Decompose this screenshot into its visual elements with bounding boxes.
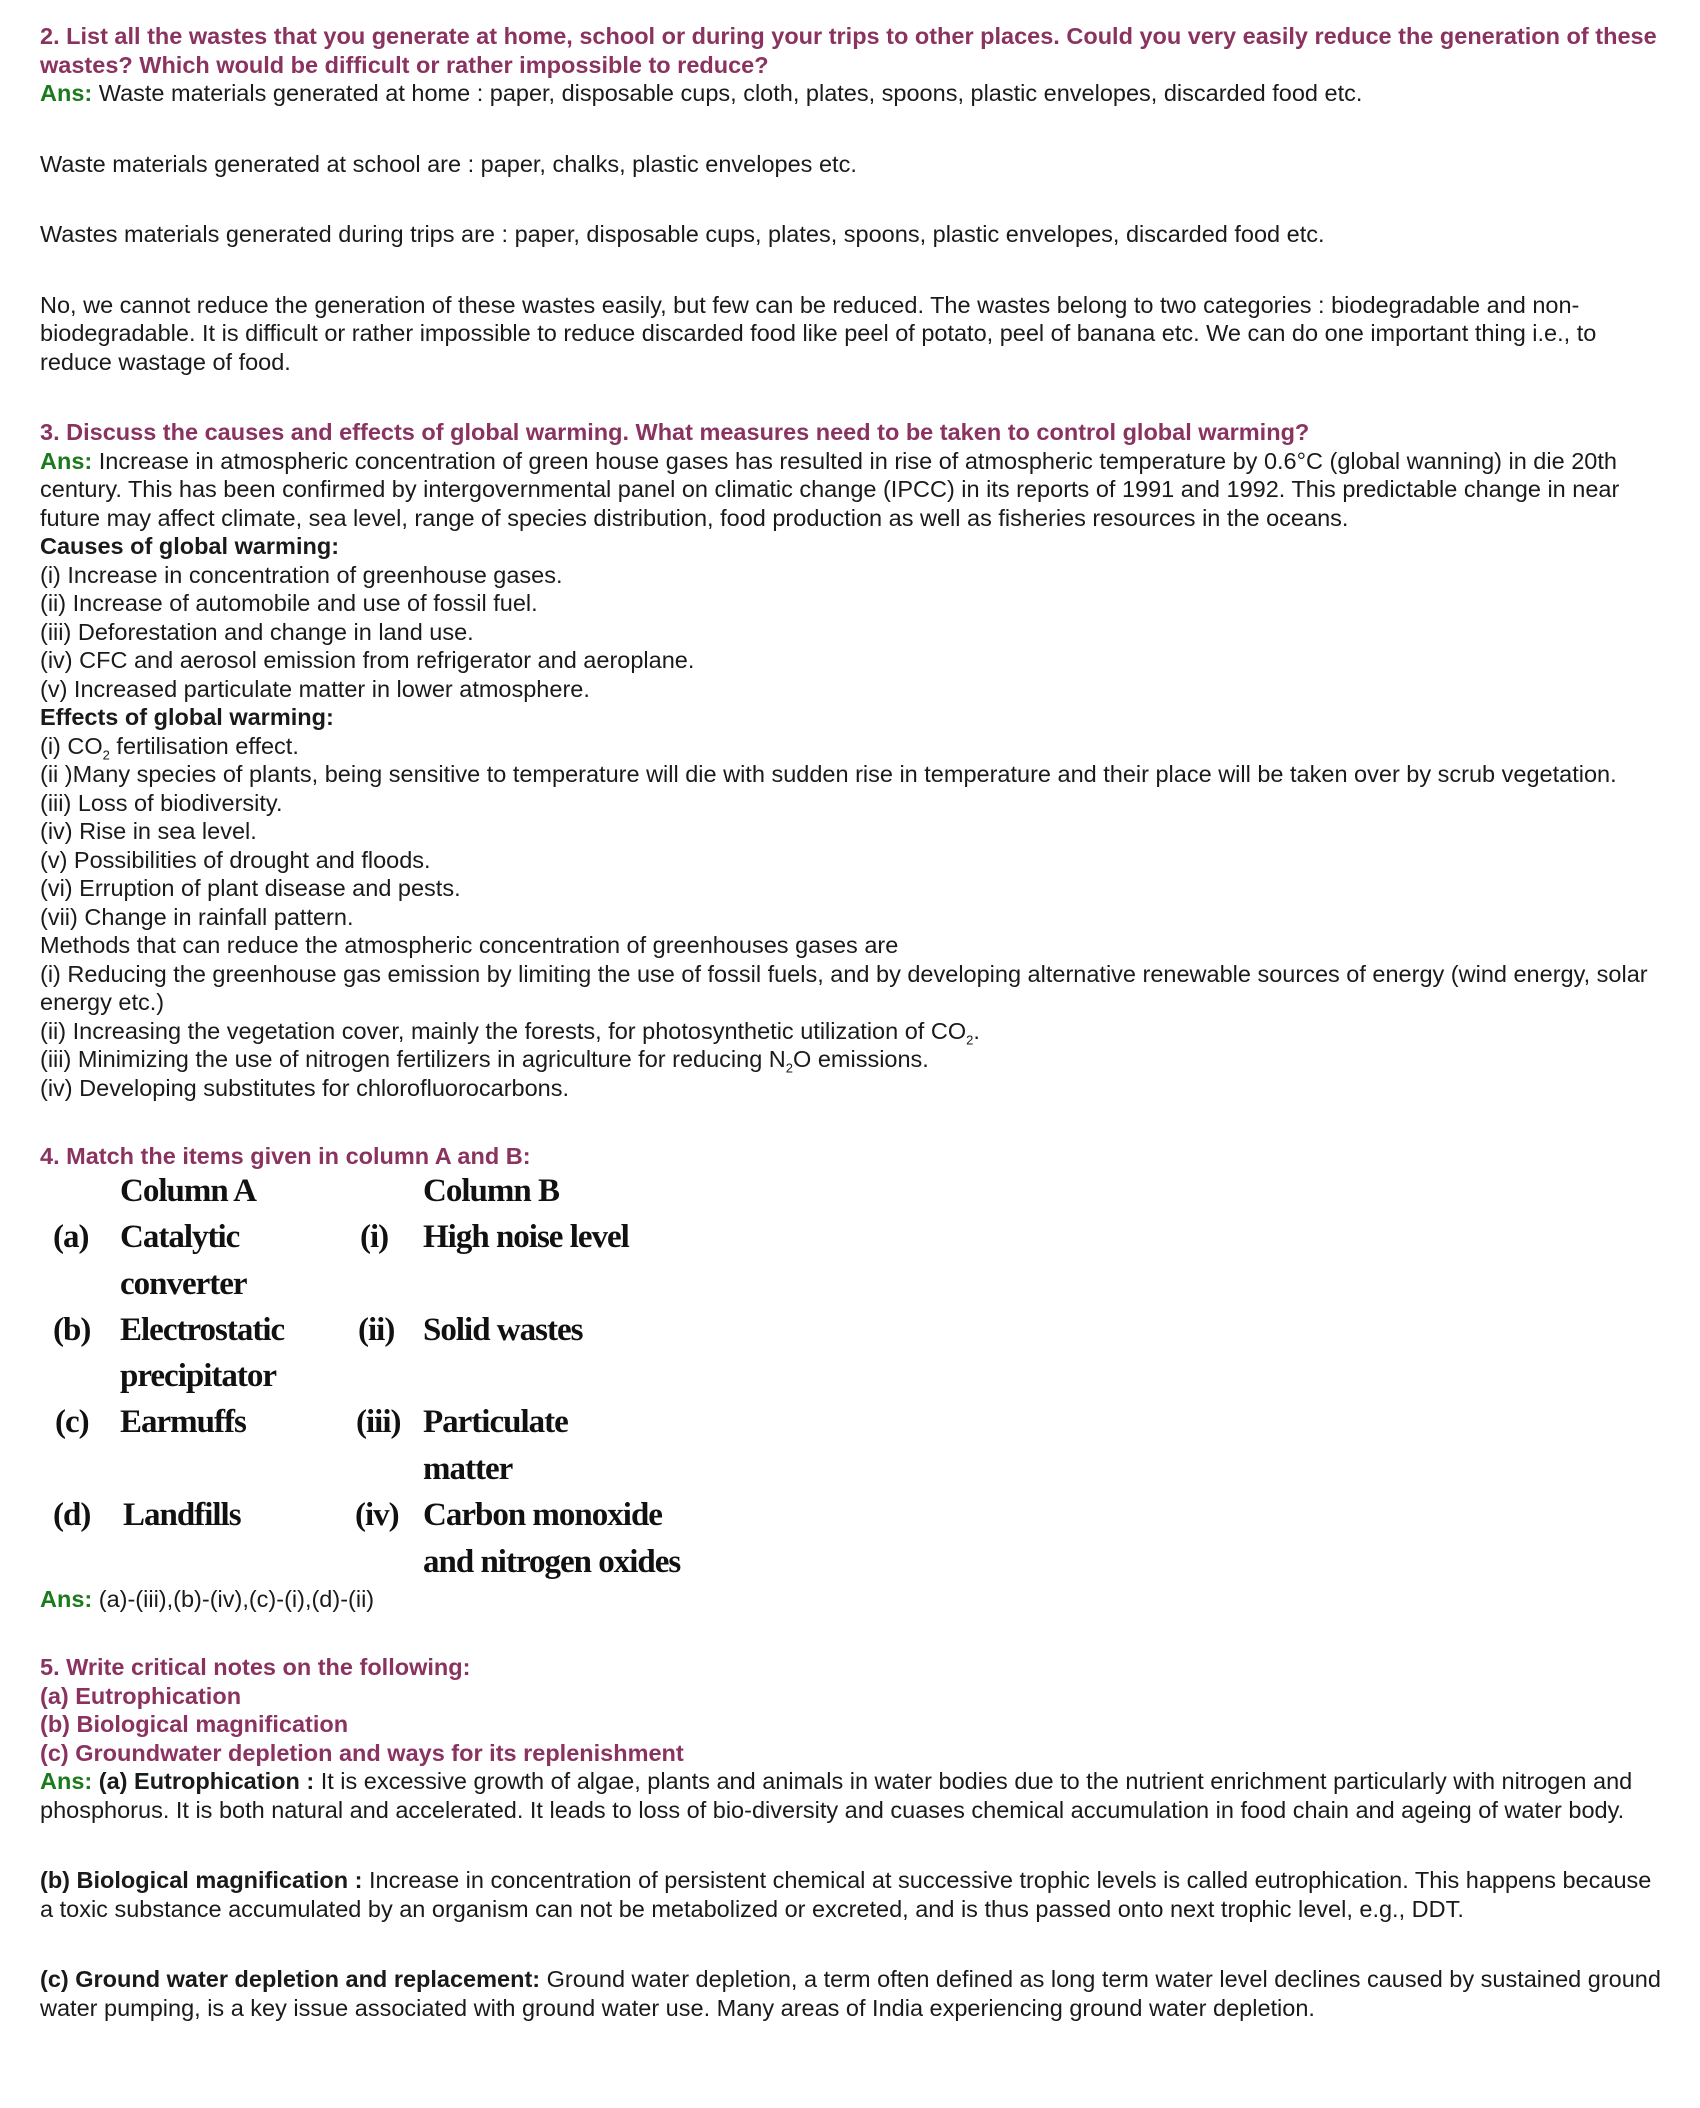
row-d-item: Landfills	[123, 1496, 241, 1533]
row-iii-item: Particulate	[423, 1403, 568, 1440]
question-3: 3. Discuss the causes and effects of global warming. What measures need to be taken to control global warming?	[40, 419, 1310, 445]
method-text: (ii) Increasing the vegetation cover, mainly the forests, for photosynthetic utilization of CO	[40, 1017, 967, 1044]
q3-answer-intro	[40, 447, 1670, 533]
answer-text: Waste materials generated at home : paper, disposable cups, cloth, plates, spoons, plastic envelopes, discarded food etc.	[98, 80, 1363, 106]
cause-item: (ii) Increase of automobile and use of fossil fuel.	[40, 590, 538, 616]
question-5-part: (a) Eutrophication	[40, 1682, 242, 1709]
row-b-item-cont: precipitator	[120, 1357, 277, 1394]
row-i-item: High noise level	[423, 1218, 629, 1255]
effect-text: (i) CO	[40, 732, 103, 759]
q5-answer-a	[40, 1767, 1670, 1824]
effect-item: (v) Possibilities of drought and floods.	[40, 846, 431, 873]
q2-answer-school: Waste materials generated at school are : paper, chalks, plastic envelopes etc.	[40, 150, 857, 177]
q2-answer-trips: Wastes materials generated during trips are : paper, disposable cups, plates, spoons, plastic envelopes, discarded food etc.	[40, 221, 1325, 247]
row-d-label: (d)	[53, 1496, 91, 1533]
note-text: Ground water depletion, a term often defined as long term water level declines caused by sustained ground water pumping, is a key issue associated with ground water use. Many areas of India experiencing ground water depletion.	[40, 1966, 1661, 2021]
row-iv-item: Carbon monoxide	[423, 1496, 662, 1533]
row-iii-label: (iii)	[356, 1403, 401, 1440]
effect-item: (ii )Many species of plants, being sensitive to temperature will die with sudden rise in temperature and their place will be taken over by scrub vegetation.	[40, 761, 1617, 787]
row-a-item: Catalytic	[120, 1218, 240, 1255]
note-heading: (b) Biological magnification :	[40, 1867, 363, 1893]
effects-heading: Effects of global warming:	[40, 704, 334, 730]
methods-intro: Methods that can reduce the atmospheric concentration of greenhouses gases are	[40, 932, 899, 958]
method-text: .	[973, 1017, 980, 1044]
effect-item	[40, 732, 1670, 761]
match-table	[40, 1173, 1670, 1585]
method-text: (iii) Minimizing the use of nitrogen fertilizers in agriculture for reducing N	[40, 1046, 786, 1072]
row-b-label: (b)	[53, 1311, 91, 1348]
answer-label: Ans:	[40, 80, 93, 106]
method-item	[40, 1017, 1670, 1046]
document-page	[40, 22, 1670, 2022]
subscript: 2	[785, 1060, 794, 1076]
row-a-item-cont: converter	[120, 1265, 247, 1302]
cause-item: (i) Increase in concentration of greenhouse gases.	[40, 561, 563, 588]
effect-text: fertilisation effect.	[109, 732, 299, 759]
method-item: (i) Reducing the greenhouse gas emission by limiting the use of fossil fuels, and by developing alternative renewable sources of energy (wind energy, solar energy etc.)	[40, 960, 1648, 1015]
effect-item: (iv) Rise in sea level.	[40, 818, 257, 844]
note-heading: (a) Eutrophication :	[98, 1768, 315, 1794]
effect-item: (vi) Erruption of plant disease and pests.	[40, 875, 461, 901]
row-c-item: Earmuffs	[120, 1403, 246, 1440]
method-text: O emissions.	[793, 1046, 929, 1072]
column-b-header: Column B	[423, 1172, 559, 1209]
row-c-label: (c)	[55, 1403, 89, 1440]
row-iv-label: (iv)	[355, 1496, 399, 1533]
q2-answer-conclusion: No, we cannot reduce the generation of these wastes easily, but few can be reduced. The wastes belong to two categories : biodegradable and non-biodegradable. It is difficult or rather impossible to reduce discarded food like peel of potato, peel of banana etc. We can do one important thing i.e., to reduce wastage of food.	[40, 291, 1597, 375]
note-text: It is excessive growth of algae, plants and animals in water bodies due to the nutrient enrichment particularly with nitrogen and phosphorus. It is both natural and accelerated. It leads to loss of bio-diversity and cuases chemical accumulation in food chain and ageing of water body.	[40, 1768, 1633, 1823]
subscript: 2	[966, 1032, 974, 1048]
row-a-label: (a)	[53, 1218, 89, 1255]
question-2: 2. List all the wastes that you generate at home, school or during your trips to other places. Could you very easily reduce the generation of these wastes? Which would be difficult or rather impossible to reduce?	[40, 23, 1657, 78]
question-5-part: (c) Groundwater depletion and ways for its replenishment	[40, 1739, 684, 1766]
q5-answer-c	[40, 1965, 1670, 2022]
q2-answer-home	[40, 79, 1670, 108]
causes-heading: Causes of global warming:	[40, 533, 340, 559]
subscript: 2	[102, 747, 110, 763]
note-heading: (c) Ground water depletion and replacement:	[40, 1966, 541, 1992]
question-5-part: (b) Biological magnification	[40, 1711, 349, 1737]
row-iv-item-cont: and nitrogen oxides	[423, 1543, 681, 1580]
cause-item: (v) Increased particulate matter in lower atmosphere.	[40, 675, 590, 702]
column-a-header: Column A	[120, 1172, 256, 1209]
row-b-item: Electrostatic	[120, 1311, 285, 1348]
question-5: 5. Write critical notes on the following:	[40, 1654, 471, 1680]
method-item: (iv) Developing substitutes for chlorofluorocarbons.	[40, 1074, 570, 1101]
method-item	[40, 1045, 1670, 1074]
cause-item: (iv) CFC and aerosol emission from refrigerator and aeroplane.	[40, 647, 695, 673]
answer-label: Ans:	[40, 447, 93, 474]
q5-answer-b	[40, 1866, 1670, 1923]
note-text: Increase in concentration of persistent chemical at successive trophic levels is called eutrophication. This happens because a toxic substance accumulated by an organism can not be metabolized or excreted, and is thus passed onto next trophic level, e.g., DDT.	[40, 1867, 1652, 1922]
answer-text: Increase in atmospheric concentration of green house gases has resulted in rise of atmospheric temperature by 0.6°C (global wanning) in die 20th century. This has been confirmed by intergovernmental panel on climatic change (IPCC) in its reports of 1991 and 1992. This predictable change in near future may affect climate, sea level, range of species distribution, food production as well as fisheries resources in the oceans.	[40, 447, 1620, 531]
row-i-label: (i)	[360, 1218, 389, 1255]
answer-label: Ans:	[40, 1585, 93, 1612]
cause-item: (iii) Deforestation and change in land use.	[40, 618, 474, 645]
question-4: 4. Match the items given in column A and B:	[40, 1143, 531, 1169]
effect-item: (iii) Loss of biodiversity.	[40, 789, 283, 816]
row-iii-item-cont: matter	[423, 1450, 513, 1487]
row-ii-label: (ii)	[358, 1311, 395, 1348]
effect-item: (vii) Change in rainfall pattern.	[40, 903, 354, 930]
q4-answer	[40, 1585, 1670, 1614]
answer-label: Ans:	[40, 1768, 93, 1794]
answer-text: (a)-(iii),(b)-(iv),(c)-(i),(d)-(ii)	[98, 1585, 375, 1612]
row-ii-item: Solid wastes	[423, 1311, 583, 1348]
